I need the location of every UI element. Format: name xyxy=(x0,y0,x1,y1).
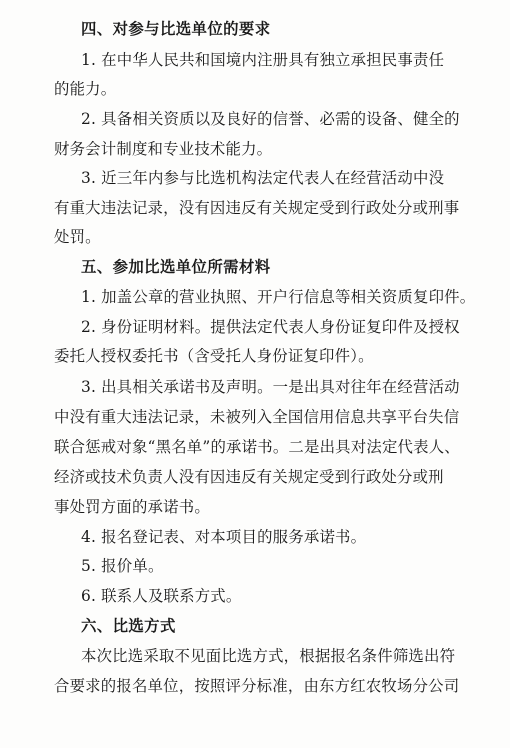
section-5-item-3-line-1: 3. 出具相关承诺书及声明。一是出具对往年在经营活动 xyxy=(81,378,460,396)
section-5-item-3-line-2: 中没有重大违法记录，未被列入全国信用信息共享平台失信 xyxy=(54,408,460,426)
section-5-item-3-line-4: 经济或技术负责人没有因违反有关规定受到行政处分或刑 xyxy=(54,468,444,486)
section-5-heading: 五、参加比选单位所需材料 xyxy=(81,258,271,276)
section-5-item-3-line-5: 事处罚方面的承诺书。 xyxy=(54,498,210,516)
section-5-item-3-line-3: 联合惩戒对象“黑名单”的承诺书。二是出具对法定代表人、 xyxy=(54,438,460,456)
section-5-item-2-line-2: 委托人授权委托书（含受托人身份证复印件）。 xyxy=(54,347,374,365)
section-4-item-3-line-1: 3. 近三年内参与比选机构法定代表人在经营活动中没 xyxy=(81,169,445,187)
section-5-item-2-line-1: 2. 身份证明材料。提供法定代表人身份证复印件及授权 xyxy=(81,318,460,336)
section-6-para-line-1: 本次比选采取不见面比选方式，根据报名条件筛选出符 xyxy=(81,647,456,665)
section-4-item-1-line-2: 的能力。 xyxy=(54,80,117,98)
section-5-item-1-line-1: 1. 加盖公章的营业执照、开户行信息等相关资质复印件。 xyxy=(81,288,476,306)
section-4-item-2-line-1: 2. 具备相关资质以及良好的信誉、必需的设备、健全的 xyxy=(81,110,460,128)
section-4-item-2-line-2: 财务会计制度和专业技术能力。 xyxy=(54,140,273,158)
section-5-item-6: 6. 联系人及联系方式。 xyxy=(81,587,242,605)
section-5-item-4: 4. 报名登记表、对本项目的服务承诺书。 xyxy=(81,528,367,546)
section-5-item-5: 5. 报价单。 xyxy=(81,557,164,575)
section-4-item-3-line-2: 有重大违法记录，没有因违反有关规定受到行政处分或刑事 xyxy=(54,199,460,217)
section-4-item-1-line-1: 1. 在中华人民共和国境内注册具有独立承担民事责任 xyxy=(81,51,445,69)
section-6-heading: 六、比选方式 xyxy=(81,617,176,635)
section-4-heading: 四、对参与比选单位的要求 xyxy=(81,20,271,38)
section-6-para-line-2: 合要求的报名单位，按照评分标准，由东方红农牧场分公司 xyxy=(54,677,460,695)
section-4-item-3-line-3: 处罚。 xyxy=(54,228,101,246)
